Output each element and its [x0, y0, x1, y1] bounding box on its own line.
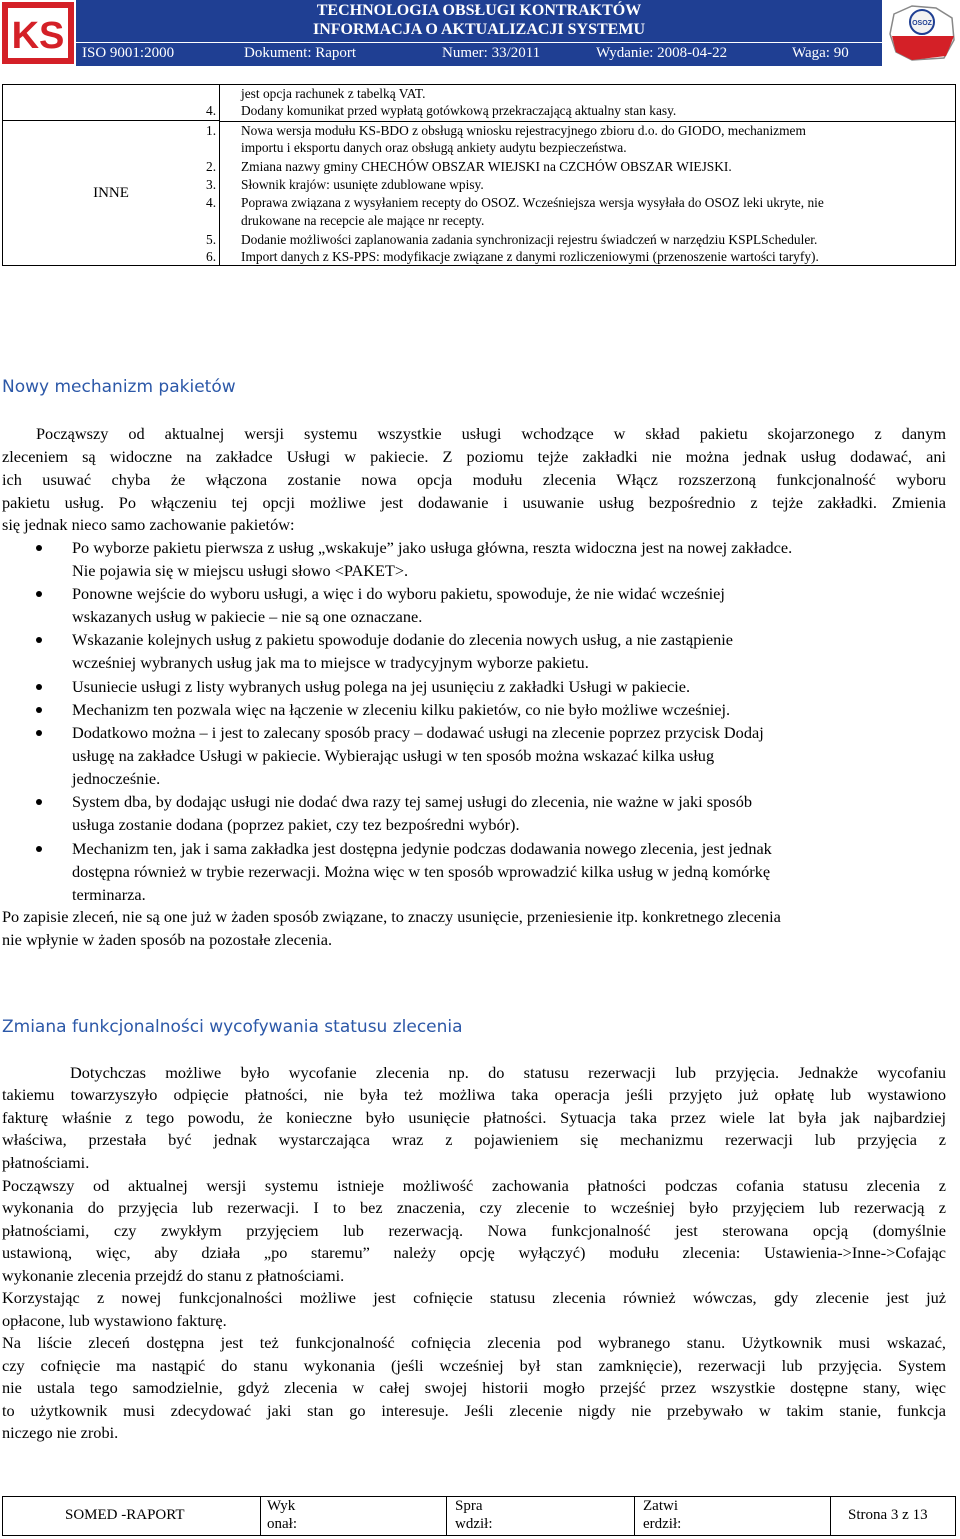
paragraph-line: właściwa, przestała być jednak wystarczająca wraz z pojawieniem się mechanizmu rezerwacji lub przyjęcia z: [2, 1130, 946, 1149]
paragraph-line: to użytkownik musi zdecydować jaki stan go interesuje. Jeśli zlecenie nigdy nie przebywało w takim stanie, funkcja: [2, 1401, 946, 1420]
paragraph-line: fakturę właśnie z tego powodu, że konieczne było usunięcie płatności. Sytuacja taka przez wiele lat była jak najbardziej: [2, 1108, 946, 1127]
edition-label: Wydanie: 2008-04-22: [596, 45, 728, 61]
bullet-line: dostępna również w trybie rezerwacji. Można więc w ten sposób wprowadzić kilka usług w jedną komórkę: [72, 862, 771, 881]
paragraph-line: nie ustala tego samodzielnie, gdyż zlecenia w całej swojej historii mogło przejść przez wszystkie dostępne stany, więc: [2, 1378, 946, 1397]
bullet-line: terminarza.: [72, 885, 146, 904]
footer-made-by-label-2: onał:: [267, 1516, 297, 1532]
footer-approved-by-label-1: Zatwi: [643, 1498, 678, 1514]
bullet-line: usługę na zakładce Usługi w pakiecie. Wybierając usługi w ten sposób można wskazać kilka usług: [72, 746, 715, 765]
bullet-line: usługa zostanie dodana (poprzez pakiet, czy tez bezpośredni wybór).: [72, 815, 520, 834]
header-meta-row: [76, 42, 882, 65]
bullet-line: wcześniej wybranych usług jak ma to miejsce w tradycyjnym wyborze pakietu.: [72, 653, 589, 672]
paragraph-line: płatnościami, czy zwykłym przyjęciem lub rezerwacją. Nowa funkcjonalność jest sterowana opcją (domyślnie: [2, 1221, 946, 1240]
paragraph-line: Na liście zleceń dostępna jest też funkcjonalność cofnięcia zlecenia pod wybranego stanu. Użytkownik musi wskazać,: [2, 1333, 946, 1352]
paragraph-line: Po zapisie zleceń, nie są one już w żaden sposób związane, to znaczy usunięcie, przeniesienie itp. konkretnego zlecenia: [2, 907, 781, 926]
paragraph-line: pakietu usług. Po włączeniu tej opcji możliwe jest dodawanie i usuwanie usług bezpośrednio z tejże zakładki. Zmienia: [2, 493, 946, 512]
footer-made-by-label-1: Wyk: [267, 1498, 296, 1514]
paragraph-line: wykonanie zlecenia przejdź do stanu z płatnościami.: [2, 1266, 345, 1285]
bullet-line: Dodatkowo można – i jest to zalecany sposób pracy – dodawać usługi na zlecenie poprzez przycisk Dodaj: [72, 723, 764, 742]
paragraph-line: ustawioną, więc, aby działa „po staremu” należy opcję wyłączyć) modułu zlecenia: Ustawienia->Inne->Cofając: [2, 1243, 946, 1262]
paragraph-line: płatnościami.: [2, 1153, 90, 1172]
paragraph-line: Począwszy od aktualnej wersji systemu wszystkie usługi wchodzące w skład pakietu skojarzonego z danym: [36, 424, 946, 443]
paragraph-line: wykonania do przyjęcia lub rezerwacji. I to bez znaczenia, czy zlecenie to wcześniej było przyjęciem lub rezerwacją z: [2, 1198, 946, 1217]
document-header: [0, 0, 960, 68]
paragraph-line: Korzystając z nowej funkcjonalności możliwe jest cofnięcie statusu zlecenia również wówczas, gdy zlecenie jest już: [2, 1288, 946, 1307]
table-category-label: INNE: [93, 185, 129, 201]
iso-label: ISO 9001:2000: [82, 45, 175, 61]
paragraph-line: Dotychczas możliwe było wycofanie zlecenia np. do statusu rezerwacji lub przyjęcia. Jednakże wycofaniu: [70, 1063, 946, 1082]
changes-table: INNE jest opcja rachunek z tabelką VAT. 4. Dodany komunikat przed wypłatą gotówkową przekraczającą aktualny stan kasy. 1. Nowa wersja modułu KS-BDO z obsługą wniosku rejestracyjnego zbioru d.o. do GIODO, mechanizmem importu i eksportu danych oraz obsługą ankiety audytu bezpieczeństwa. 2. Zmiana nazwy gminy CHECHÓW OBSZAR WIEJSKI na CZCHÓW OBSZAR WIEJSKI. 3. Słownik krajów: usunięte zdublowane wpisy. 4. Poprawa związana z wysyłaniem recepty do OSOZ. Wcześniejsza wersja wysyłała do OSOZ leki ukryte, nie drukowane na recepcie ale mające nr recepty. 5. Dodanie możliwości zaplanowania zadania synchronizacji rejestru świadczeń w narzędziu KSPLScheduler. 6. Import danych z KS-PPS: modyfikacje związane z danymi rozliczeniowymi (przenoszenie wartości taryfy).: [2, 84, 956, 266]
number-label: Numer: 33/2011: [442, 45, 541, 61]
ks-logo-text: KS: [11, 15, 65, 57]
paragraph-line: nie wpłynie w żaden sposób na pozostałe zlecenia.: [2, 930, 333, 949]
bullet-dot: [36, 846, 42, 852]
bullet-dot: [36, 799, 42, 805]
footer-checked-by-label-2: wdził:: [455, 1516, 493, 1532]
document-footer: [2, 1496, 956, 1536]
paragraph-line: niczego nie zrobi.: [2, 1423, 119, 1442]
paragraph-line: ich usuwać chyba że włączona zostanie nowa opcja modułu zlecenia Włącz rozszerzoną funkcjonalność wyboru: [2, 470, 946, 489]
bullet-line: Ponowne wejście do wyboru usługi, a więc i do wyboru pakietu, spowoduje, że nie widać wcześniej: [72, 584, 725, 603]
bullet-line: Usuniecie usługi z listy wybranych usług polega na jej usunięciu z zakładki Usługi w pakiecie.: [72, 677, 691, 696]
header-title-line2: INFORMACJA O AKTUALIZACJI SYSTEMU: [312, 21, 646, 38]
footer-approved-by-label-2: erdził:: [643, 1516, 682, 1532]
bullet-line: Nie pojawia się w miejscu usługi słowo <PAKET>.: [72, 561, 409, 580]
ks-logo: [0, 0, 76, 66]
bullet-line: jednocześnie.: [72, 769, 161, 788]
bullet-dot: [36, 684, 42, 690]
paragraph-line: się jednak nieco samo zachowanie pakietów:: [2, 515, 295, 534]
bullet-dot: [36, 637, 42, 643]
osoz-logo: [882, 0, 960, 66]
paragraph-line: czy cofnięcie ma nastąpić do stanu wykonania (jeśli wcześniej był stan zamknięcie), rezerwacji lub przyjęcia. System: [2, 1356, 946, 1375]
bullet-dot: [36, 730, 42, 736]
bullet-dot: [36, 707, 42, 713]
footer-page-number: Strona 3 z 13: [848, 1507, 928, 1523]
bullet-line: System dba, by dodając usługi nie dodać dwa razy tej samej usługi do zlecenia, nie ważne w jaki sposób: [72, 792, 753, 811]
bullet-line: Po wyborze pakietu pierwsza z usług „wskakuje” jako usługa główna, reszta widoczna jest na nowej zakładce.: [72, 538, 793, 557]
paragraph-line: opłacone, lub wystawiono fakturę.: [2, 1311, 227, 1330]
bullet-line: Mechanizm ten pozwala więc na łączenie w zleceniu kilku pakietów, co nie było możliwe wcześniej.: [72, 700, 731, 719]
paragraph-line: Począwszy od aktualnej wersji systemu istnieje możliwość zachowania płatności podczas cofania statusu zlecenia z: [2, 1176, 946, 1195]
footer-checked-by-label-1: Spra: [455, 1498, 483, 1514]
header-title-line1: TECHNOLOGIA OBSŁUGI KONTRAKTÓW: [316, 2, 642, 19]
footer-doc-name: SOMED -RAPORT: [65, 1507, 185, 1523]
section-heading-status-rollback: Zmiana funkcjonalności wycofywania statusu zlecenia: [2, 1017, 463, 1037]
bullet-line: wskazanych usług w pakiecie – nie są one oznaczane.: [72, 607, 423, 626]
bullet-line: Mechanizm ten, jak i sama zakładka jest dostępna jedynie podczas dodawania nowego zlecenia, jest jednak: [72, 839, 772, 858]
bullet-dot: [36, 545, 42, 551]
document-label: Dokument: Raport: [244, 45, 357, 61]
section-heading-packages: Nowy mechanizm pakietów: [2, 377, 236, 397]
bullet-line: Wskazanie kolejnych usług z pakietu spowoduje dodanie do zlecenia nowych usług, a nie zastąpienie: [72, 630, 733, 649]
weight-label: Waga: 90: [792, 45, 849, 61]
bullet-dot: [36, 591, 42, 597]
paragraph-line: zleceniem są widoczne na zakładce Usługi w pakiecie. Z poziomu tejże zakładki nie można jednak usług dodawać, ani: [2, 447, 946, 466]
osoz-logo-text: OSOZ: [912, 20, 932, 27]
table-line: jest opcja rachunek z tabelką VAT.: [241, 86, 426, 101]
paragraph-line: takiemu towarzyszyło odpięcie płatności, nie była też możliwa taka operacja jeśli przyjęto już opłatę lub wystawiono: [2, 1085, 946, 1104]
header-band: [76, 0, 882, 66]
table-category-column: [3, 85, 220, 265]
